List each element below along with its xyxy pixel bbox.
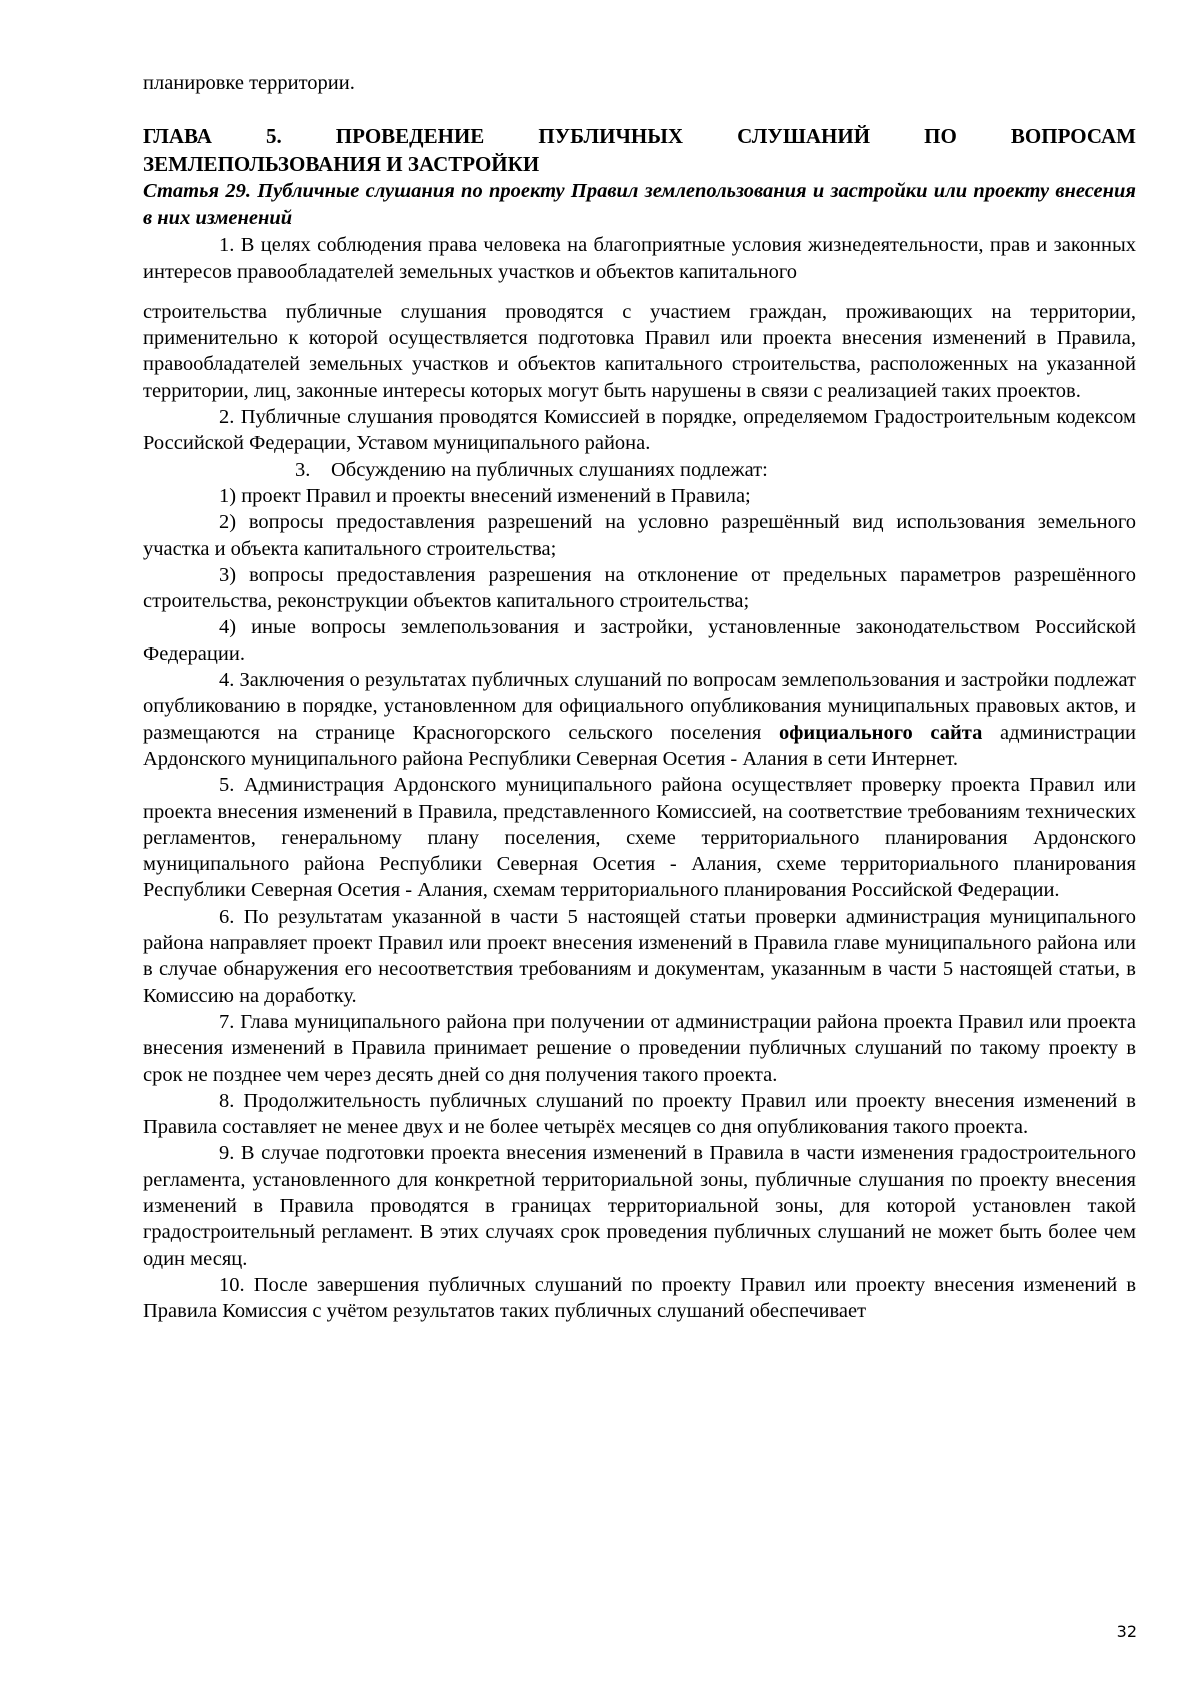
list-item-3: 3) вопросы предоставления разрешения на отклонение от предельных параметров разрешённого строительства, реконструкции объектов капитального строительства; (143, 563, 1136, 613)
list-item-4: 4) иные вопросы землепользования и застройки, установленные законодательством Российской Федерации. (143, 616, 1136, 665)
paragraph-1b: строительства публичные слушания проводятся с участием граждан, проживающих на территории, применительно к которой осуществляется подготовка Правил или проекта внесения изменений в Правила, правообладателей земельных участков и объектов капитального строительства, расположенных на указанной территории, лиц, законные интересы которых могут быть нарушены в связи с реализацией таких проектов. (143, 300, 1136, 402)
list-item-1: 1) проект Правил и проекты внесений изменений в Правила; (219, 484, 751, 507)
top-fragment: планировке территории. (143, 72, 355, 94)
paragraph-9: 9. В случае подготовки проекта внесения изменений в Правила в части изменения градостроительного регламента, установленного для конкретной территориальной зоны, публичные слушания по проекту внесения изменений в Правила проводятся в границах территориальной зоны, для которой установлен такой градостроительный регламент. В этих случаях срок проведения публичных слушаний не может быть более чем один месяц. (143, 1142, 1136, 1270)
paragraph-4-bold: официального сайта (779, 721, 983, 744)
paragraph-5: 5. Администрация Ардонского муниципального района осуществляет проверку проекта Правил или проекта внесения изменений в Правила, представленного Комиссией, на соответствие требованиям технических регламентов, генеральному плану поселения, схеме территориального планирования Ардонского муниципального района Республики Северная Осетия - Алания, схеме территориального планирования Республики Северная Осетия - Алания, схемам территориального планирования Российской Федерации. (143, 774, 1136, 902)
paragraph-3-text: Обсуждению на публичных слушаниях подлежат: (331, 458, 768, 481)
document-page (143, 70, 1136, 1324)
article-title: Статья 29. Публичные слушания по проекту Правил землепользования и застройки или проекту внесения в них изменений (143, 180, 1136, 230)
paragraph-2: 2. Публичные слушания проводятся Комиссией в порядке, определяемом Градостроительным кодексом Российской Федерации, Уставом муниципального района. (143, 406, 1136, 455)
paragraph-8: 8. Продолжительность публичных слушаний по проекту Правил или проекту внесения изменений в Правила составляет не менее двух и не более четырёх месяцев со дня опубликования такого проекта. (143, 1089, 1136, 1139)
paragraph-4-start: 4. Заключения о результатах публичных слушаний по вопросам землепользования и застройки подлежат опубликованию в порядке, установленном для официального опубликования муниципальных правовых актов, и размещаются на странице Красногорского сельского поселения (143, 669, 1136, 744)
chapter-heading-line2: ЗЕМЛЕПОЛЬЗОВАНИЯ И ЗАСТРОЙКИ (143, 152, 540, 177)
paragraph-6: 6. По результатам указанной в части 5 настоящей статьи проверки администрация муниципального района направляет проект Правил или проект внесения изменений в Правила главе муниципального района или в случае обнаружения его несоответствия требованиям и документам, указанным в части 5 настоящей статьи, в Комиссию на доработку. (143, 905, 1136, 1007)
paragraph-1a: 1. В целях соблюдения права человека на благоприятные условия жизнедеятельности, прав и законных интересов правообладателей земельных участков и объектов капитального (143, 234, 1136, 283)
paragraph-3 (143, 457, 1136, 483)
paragraph-4-end: администрации Ардонского муниципального района Республики Северная Осетия - Алания в сети Интернет. (143, 721, 1137, 770)
paragraph-4 (143, 667, 1136, 772)
paragraph-10: 10. После завершения публичных слушаний по проекту Правил или проекту внесения изменений в Правила Комиссия с учётом результатов таких публичных слушаний обеспечивает (143, 1273, 1136, 1323)
paragraph-3-number: 3. (295, 458, 311, 481)
chapter-heading (143, 122, 1136, 178)
page-number: 32 (1116, 1622, 1137, 1641)
list-item-2: 2) вопросы предоставления разрешений на условно разрешённый вид использования земельного участка и объекта капитального строительства; (143, 511, 1136, 560)
chapter-heading-line1: ГЛАВА 5. ПРОВЕДЕНИЕ ПУБЛИЧНЫХ СЛУШАНИЙ ПО ВОПРОСАМ (143, 124, 1136, 149)
paragraph-7: 7. Глава муниципального района при получении от администрации района проекта Правил или проекта внесения изменений в Правила принимает решение о проведении публичных слушаний по такому проекту в срок не позднее чем через десять дней со дня получения такого проекта. (143, 1010, 1136, 1086)
